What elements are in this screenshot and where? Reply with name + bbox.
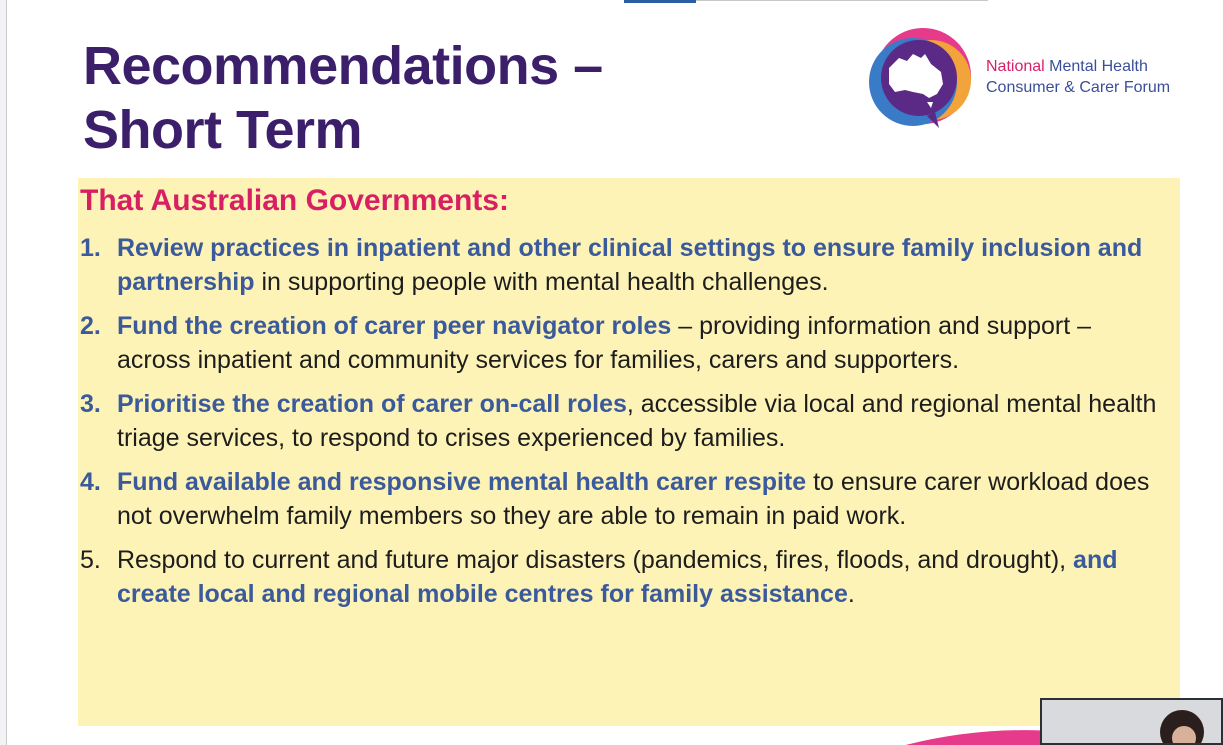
recommendation-item xyxy=(78,309,1168,377)
item-number: 5. xyxy=(80,546,101,574)
item-highlight: Review practices in inpatient and other clinical settings to ensure family inclusion and partnership xyxy=(117,234,1143,296)
logo-word-national: National xyxy=(986,58,1045,75)
top-tab-indicator xyxy=(624,0,696,3)
logo-line2: Consumer & Carer Forum xyxy=(986,79,1171,96)
item-text: to ensure carer workload does not overwhelm family members so they are able to remain in paid work. xyxy=(117,468,1150,530)
item-text: , accessible via local and regional mental health triage services, to respond to crises experienced by families. xyxy=(117,390,1157,452)
logo-line1-rest: Mental Health xyxy=(1044,58,1148,75)
recommendation-item xyxy=(78,465,1168,533)
top-divider xyxy=(696,0,988,1)
presenter-face xyxy=(1172,726,1196,745)
recommendations-list xyxy=(78,231,1168,621)
item-highlight: Prioritise the creation of carer on-call roles xyxy=(117,390,627,418)
item-tail: . xyxy=(847,580,855,608)
item-number: 2. xyxy=(80,312,101,340)
lead-heading: That Australian Governments: xyxy=(80,184,509,217)
australia-speech-bubble-logo-icon xyxy=(865,28,975,133)
title-line-2: Short Term xyxy=(83,100,363,160)
item-number: 1. xyxy=(80,234,101,262)
presenter-video-thumbnail[interactable] xyxy=(1040,698,1223,745)
recommendation-item xyxy=(78,543,1168,611)
logo-text xyxy=(986,56,1170,98)
slide-title xyxy=(83,34,603,162)
item-text: Respond to current and future major disasters (pandemics, fires, floods, and drought), xyxy=(117,546,1074,574)
item-text: – providing information and support – across inpatient and community services for families, carers and supporters. xyxy=(117,312,1092,374)
item-highlight: and create local and regional mobile centres for family assistance xyxy=(117,546,1118,608)
title-line-1: Recommendations – xyxy=(83,36,603,96)
item-number: 4. xyxy=(80,468,101,496)
item-text: in supporting people with mental health challenges. xyxy=(254,268,829,296)
recommendations-panel xyxy=(78,178,1180,726)
item-highlight: Fund the creation of carer peer navigator roles xyxy=(117,312,672,340)
item-number: 3. xyxy=(80,390,101,418)
recommendation-item xyxy=(78,387,1168,455)
item-highlight: Fund available and responsive mental health carer respite xyxy=(117,468,807,496)
recommendation-item xyxy=(78,231,1168,299)
organization-logo xyxy=(865,28,1205,138)
presentation-slide xyxy=(6,0,1223,745)
